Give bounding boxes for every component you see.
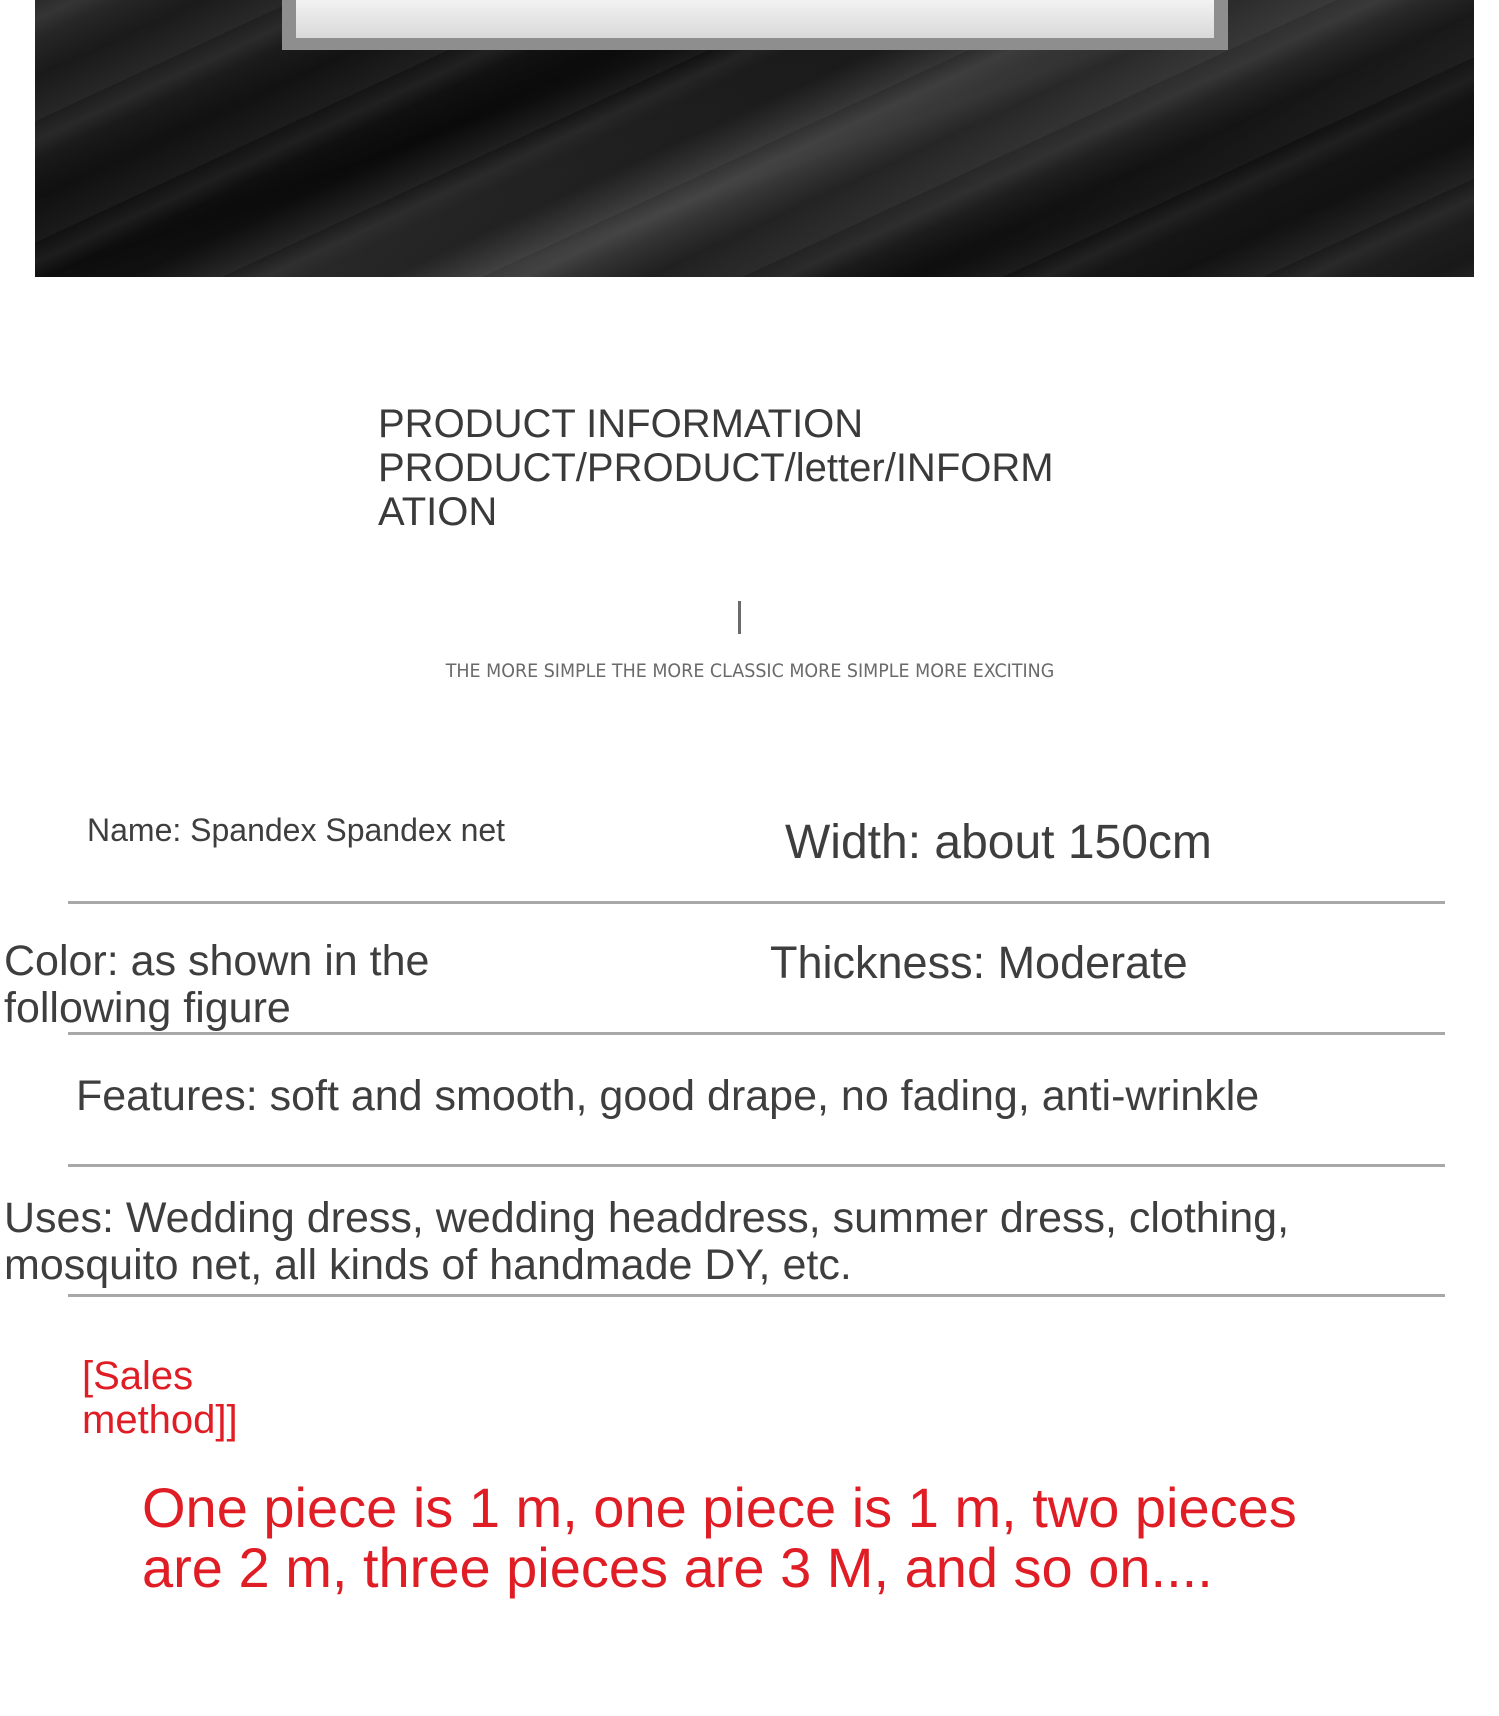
- sales-label-line-2: method]]: [82, 1398, 238, 1442]
- heading-line-1: PRODUCT INFORMATION: [378, 402, 864, 446]
- heading-line-2: PRODUCT/PRODUCT/letter/INFORM: [378, 446, 1054, 490]
- hero-frame-panel: [296, 0, 1214, 38]
- sales-label-line-1: [Sales: [82, 1354, 194, 1398]
- product-information-heading: [378, 402, 1138, 534]
- spec-divider: [68, 1032, 1445, 1035]
- spec-thickness: Thickness: Moderate: [770, 937, 1188, 988]
- spec-divider: [68, 1294, 1445, 1297]
- vertical-divider: [738, 601, 741, 634]
- fabric-hero-image: [35, 0, 1474, 277]
- spec-color: Color: as shown in the following figure: [4, 937, 430, 1032]
- spec-divider: [68, 1164, 1445, 1167]
- tagline: THE MORE SIMPLE THE MORE CLASSIC MORE SIMPLE MORE EXCITING: [445, 660, 1055, 682]
- spec-name: Name: Spandex Spandex net: [87, 812, 506, 848]
- heading-line-3: ATION: [378, 490, 498, 534]
- spec-features: Features: soft and smooth, good drape, no fading, anti-wrinkle: [76, 1072, 1260, 1120]
- sales-method-text: One piece is 1 m, one piece is 1 m, two pieces are 2 m, three pieces are 3 M, and so on....: [142, 1476, 1297, 1599]
- sales-method-label: [82, 1354, 238, 1442]
- hero-frame: [282, 0, 1228, 50]
- spec-width: Width: about 150cm: [785, 816, 1212, 869]
- spec-divider: [68, 901, 1445, 904]
- spec-uses: Uses: Wedding dress, wedding headdress, summer dress, clothing, mosquito net, all kinds of handmade DY, etc.: [4, 1194, 1290, 1289]
